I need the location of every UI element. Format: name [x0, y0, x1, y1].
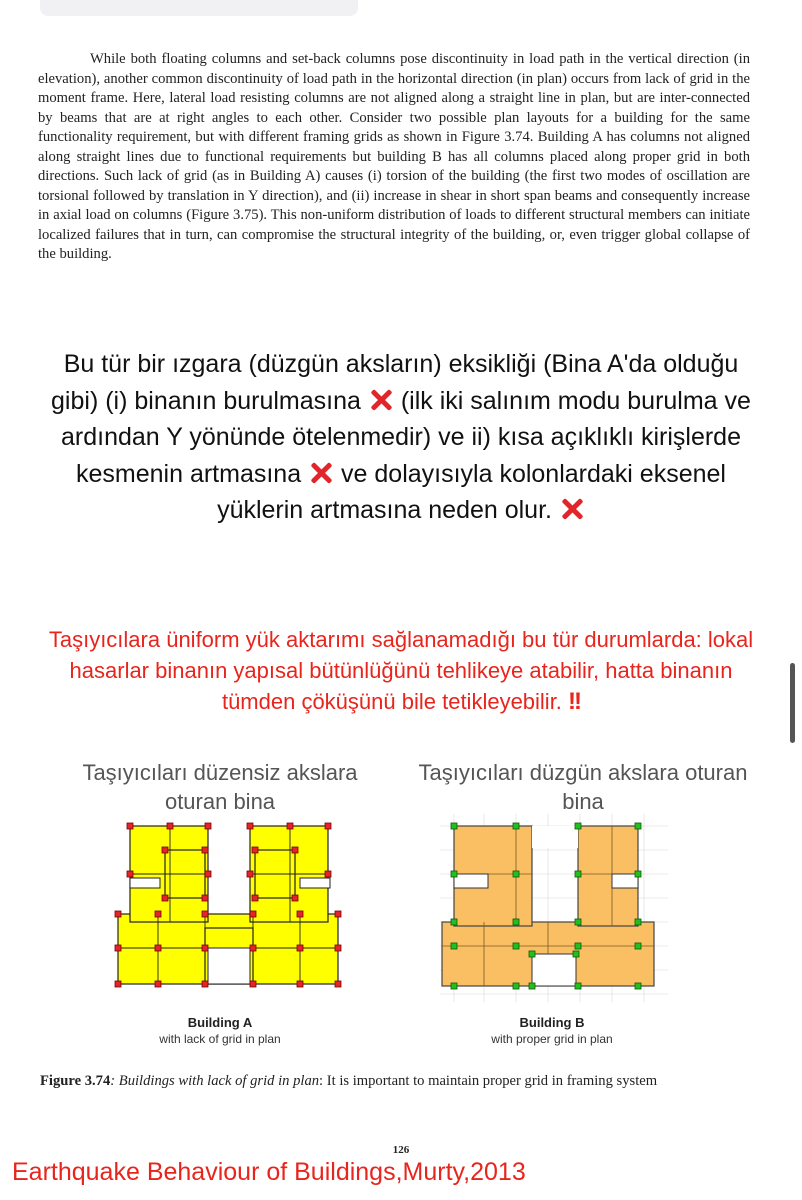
figure-caption: [40, 1072, 752, 1091]
caption-building-a: Taşıyıcıları düzensiz akslara oturan bina: [82, 760, 358, 814]
double-exclamation-icon: !!: [568, 688, 581, 715]
turkish-explanation: [40, 346, 762, 529]
turkish-part-1: Bu tür bir ızgara (düzgün aksların) eksikliği (Bina A'da olduğu gibi) (i) binanın burulmasına: [51, 350, 739, 415]
turkish-part-3: ve dolayısıyla kolonlardaki eksenel yüklerin artmasına neden olur.: [217, 459, 726, 524]
caption-building-b: Taşıyıcıları düzgün akslara oturan bina: [418, 760, 748, 814]
figure-rest: : It is important to maintain proper grid in framing system: [319, 1073, 658, 1089]
building-b-plan: [440, 814, 668, 1002]
english-paragraph: [38, 50, 750, 265]
page-number: 126: [392, 1144, 410, 1156]
cross-mark-icon: [310, 462, 332, 484]
building-b-label: [472, 1015, 632, 1047]
figure-title: : Buildings with lack of grid in plan: [110, 1073, 320, 1089]
turkish-part-2: (ilk iki salınım modu burulma ve ardından Y yönünde ötelenmedir) ve ii) kısa açıklıklı kirişlerde kesmenin artmasına: [61, 386, 751, 488]
warning-text: Taşıyıcılara üniform yük aktarımı sağlanamadığı bu tür durumlarda: lokal hasarlar binanın yapısal bütünlüğünü tehlikeye atabilir, hatta binanın tümden çöküşünü bile tetikleyebilir.: [48, 627, 754, 714]
building-b-subtitle: with proper grid in plan: [491, 1032, 613, 1046]
paragraph-text: While both floating columns and set-back columns pose discontinuity in load path in the vertical direction (in elevation), another common discontinuity of load path in the horizontal direction (in plan) occurs from lack of grid in the moment frame. Here, lateral load resisting columns are not aligned along a straight line in plan, but are inter-connected by beams that are at right angles to each other. Consider two possible plan layouts for a building for the same functionality requirement, but with different framing grids as shown in Figure 3.74. Building A has columns not aligned along straight lines due to functional requirements but building B has all columns placed along proper grid in both directions. Such lack of grid (as in Building A) causes (i) torsion of the building (the first two modes of oscillation are torsional followed by translation in Y direction), and (ii) increase in shear in short span beams and consequently increase in axial load on columns (Figure 3.75). This non-uniform distribution of loads to different structural members can initiate localized failures that in turn, can compromise the structural integrity of the building, or, even trigger global collapse of the building.: [38, 51, 750, 262]
building-a-plan: [110, 818, 350, 998]
warning-note: [40, 624, 762, 717]
building-a-subtitle: with lack of grid in plan: [159, 1032, 281, 1046]
building-b-title: Building B: [519, 1015, 585, 1030]
building-a-label: [150, 1015, 290, 1047]
figure-label: Figure 3.74: [40, 1073, 111, 1089]
source-citation: Earthquake Behaviour of Buildings,Murty,2013: [12, 1158, 526, 1186]
cross-mark-icon: [370, 389, 392, 411]
top-toolbar-remnant: [40, 0, 358, 16]
scrollbar[interactable]: [790, 663, 795, 743]
cross-mark-icon: [561, 498, 583, 520]
building-a-title: Building A: [187, 1015, 253, 1030]
